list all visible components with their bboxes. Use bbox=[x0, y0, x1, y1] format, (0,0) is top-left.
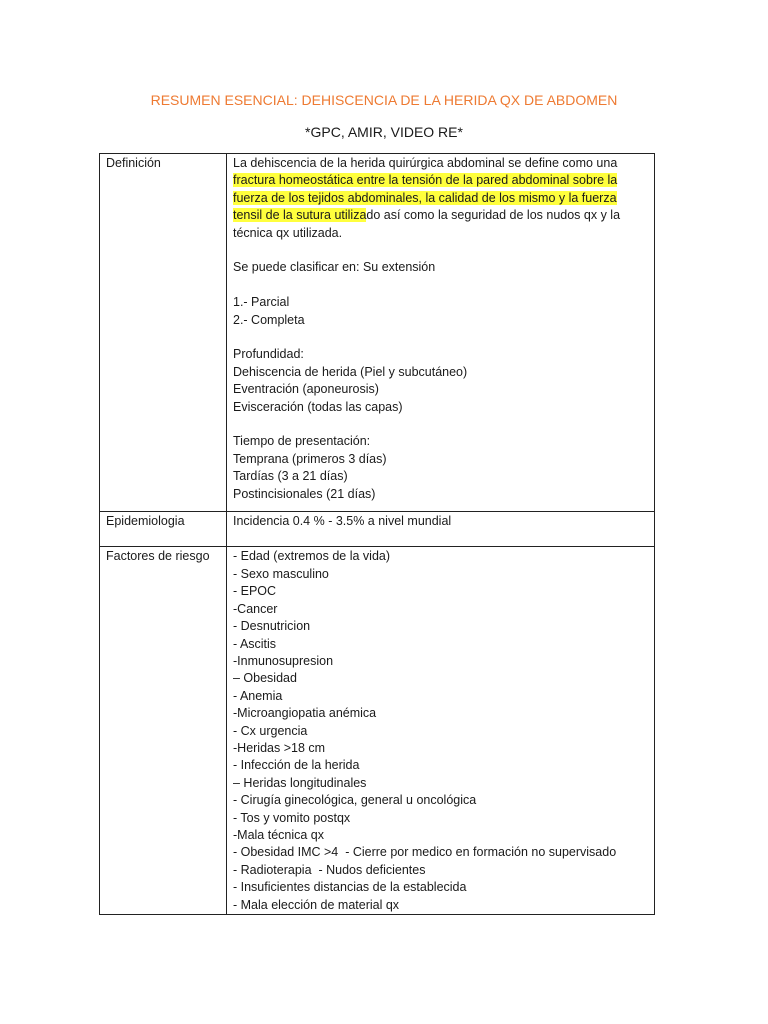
risk-factor-item: - EPOC bbox=[233, 584, 277, 599]
document-subtitle: *GPC, AMIR, VIDEO RE* bbox=[305, 124, 463, 140]
row-label-factores: Factores de riesgo bbox=[100, 547, 227, 915]
risk-factor-item: -Microangiopatia anémica bbox=[233, 706, 377, 721]
risk-factor-item: -Cancer bbox=[233, 601, 278, 616]
risk-factor-list bbox=[233, 548, 648, 914]
definition-rest: do así como la seguridad de los nudos qx y la técnica qx utilizada. bbox=[233, 208, 621, 240]
row-label-epidemiologia: Epidemiologia bbox=[100, 512, 227, 547]
risk-factor-item: -Mala técnica qx bbox=[233, 827, 325, 842]
timing-item: Temprana (primeros 3 días) bbox=[233, 451, 387, 466]
summary-table bbox=[99, 153, 655, 915]
depth-item: Dehiscencia de herida (Piel y subcutáneo) bbox=[233, 364, 468, 379]
risk-factor-item: - Obesidad IMC >4 - Cierre por medico en formación no supervisado bbox=[233, 845, 617, 860]
risk-factor-item: -Heridas >18 cm bbox=[233, 740, 326, 755]
timing-item: Tardías (3 a 21 días) bbox=[233, 469, 348, 484]
row-label-definicion: Definición bbox=[100, 154, 227, 512]
risk-factor-item: - Tos y vomito postqx bbox=[233, 810, 351, 825]
risk-factor-item: – Obesidad bbox=[233, 671, 297, 686]
classification-intro: Se puede clasificar en: Su extensión bbox=[233, 260, 436, 275]
risk-factor-item: - Insuficientes distancias de la establecida bbox=[233, 880, 467, 895]
depth-title: Profundidad: bbox=[233, 347, 304, 362]
definition-intro: La dehiscencia de la herida quirúrgica abdominal se define como una bbox=[233, 156, 618, 170]
extension-item: 2.- Completa bbox=[233, 312, 305, 327]
risk-factor-item: - Cirugía ginecológica, general u oncológica bbox=[233, 793, 477, 808]
definition-paragraph bbox=[233, 155, 648, 242]
risk-factor-item: - Sexo masculino bbox=[233, 566, 329, 581]
risk-factor-item: - Anemia bbox=[233, 688, 283, 703]
risk-factor-item: - Radioterapia - Nudos deficientes bbox=[233, 862, 426, 877]
row-definicion bbox=[100, 154, 655, 512]
risk-factor-item: -Inmunosupresion bbox=[233, 653, 334, 668]
depth-item: Eventración (aponeurosis) bbox=[233, 382, 379, 397]
risk-factor-item: - Desnutricion bbox=[233, 619, 311, 634]
row-content-definicion bbox=[227, 154, 655, 512]
timing-item: Postincisionales (21 días) bbox=[233, 486, 376, 501]
risk-factor-item: – Heridas longitudinales bbox=[233, 775, 367, 790]
row-content-epidemiologia: Incidencia 0.4 % - 3.5% a nivel mundial bbox=[227, 512, 655, 547]
risk-factor-item: - Ascitis bbox=[233, 636, 277, 651]
risk-factor-item: - Infección de la herida bbox=[233, 758, 360, 773]
depth-item: Evisceración (todas las capas) bbox=[233, 399, 403, 414]
risk-factor-item: - Cx urgencia bbox=[233, 723, 308, 738]
risk-factor-item: - Edad (extremos de la vida) bbox=[233, 549, 391, 564]
extension-item: 1.- Parcial bbox=[233, 295, 290, 310]
row-content-factores bbox=[227, 547, 655, 915]
document-title: RESUMEN ESENCIAL: DEHISCENCIA DE LA HERIDA QX DE ABDOMEN bbox=[150, 92, 618, 108]
timing-title: Tiempo de presentación: bbox=[233, 434, 371, 449]
row-factores bbox=[100, 547, 655, 915]
row-epidemiologia bbox=[100, 512, 655, 547]
risk-factor-item: - Mala elección de material qx bbox=[233, 897, 400, 912]
definition-highlight: fractura homeostática entre la tensión de la pared abdominal sobre la fuerza de los tejidos abdominales, la calidad de los mismo y la fuerza tensil de la sutura utiliza bbox=[233, 173, 618, 223]
